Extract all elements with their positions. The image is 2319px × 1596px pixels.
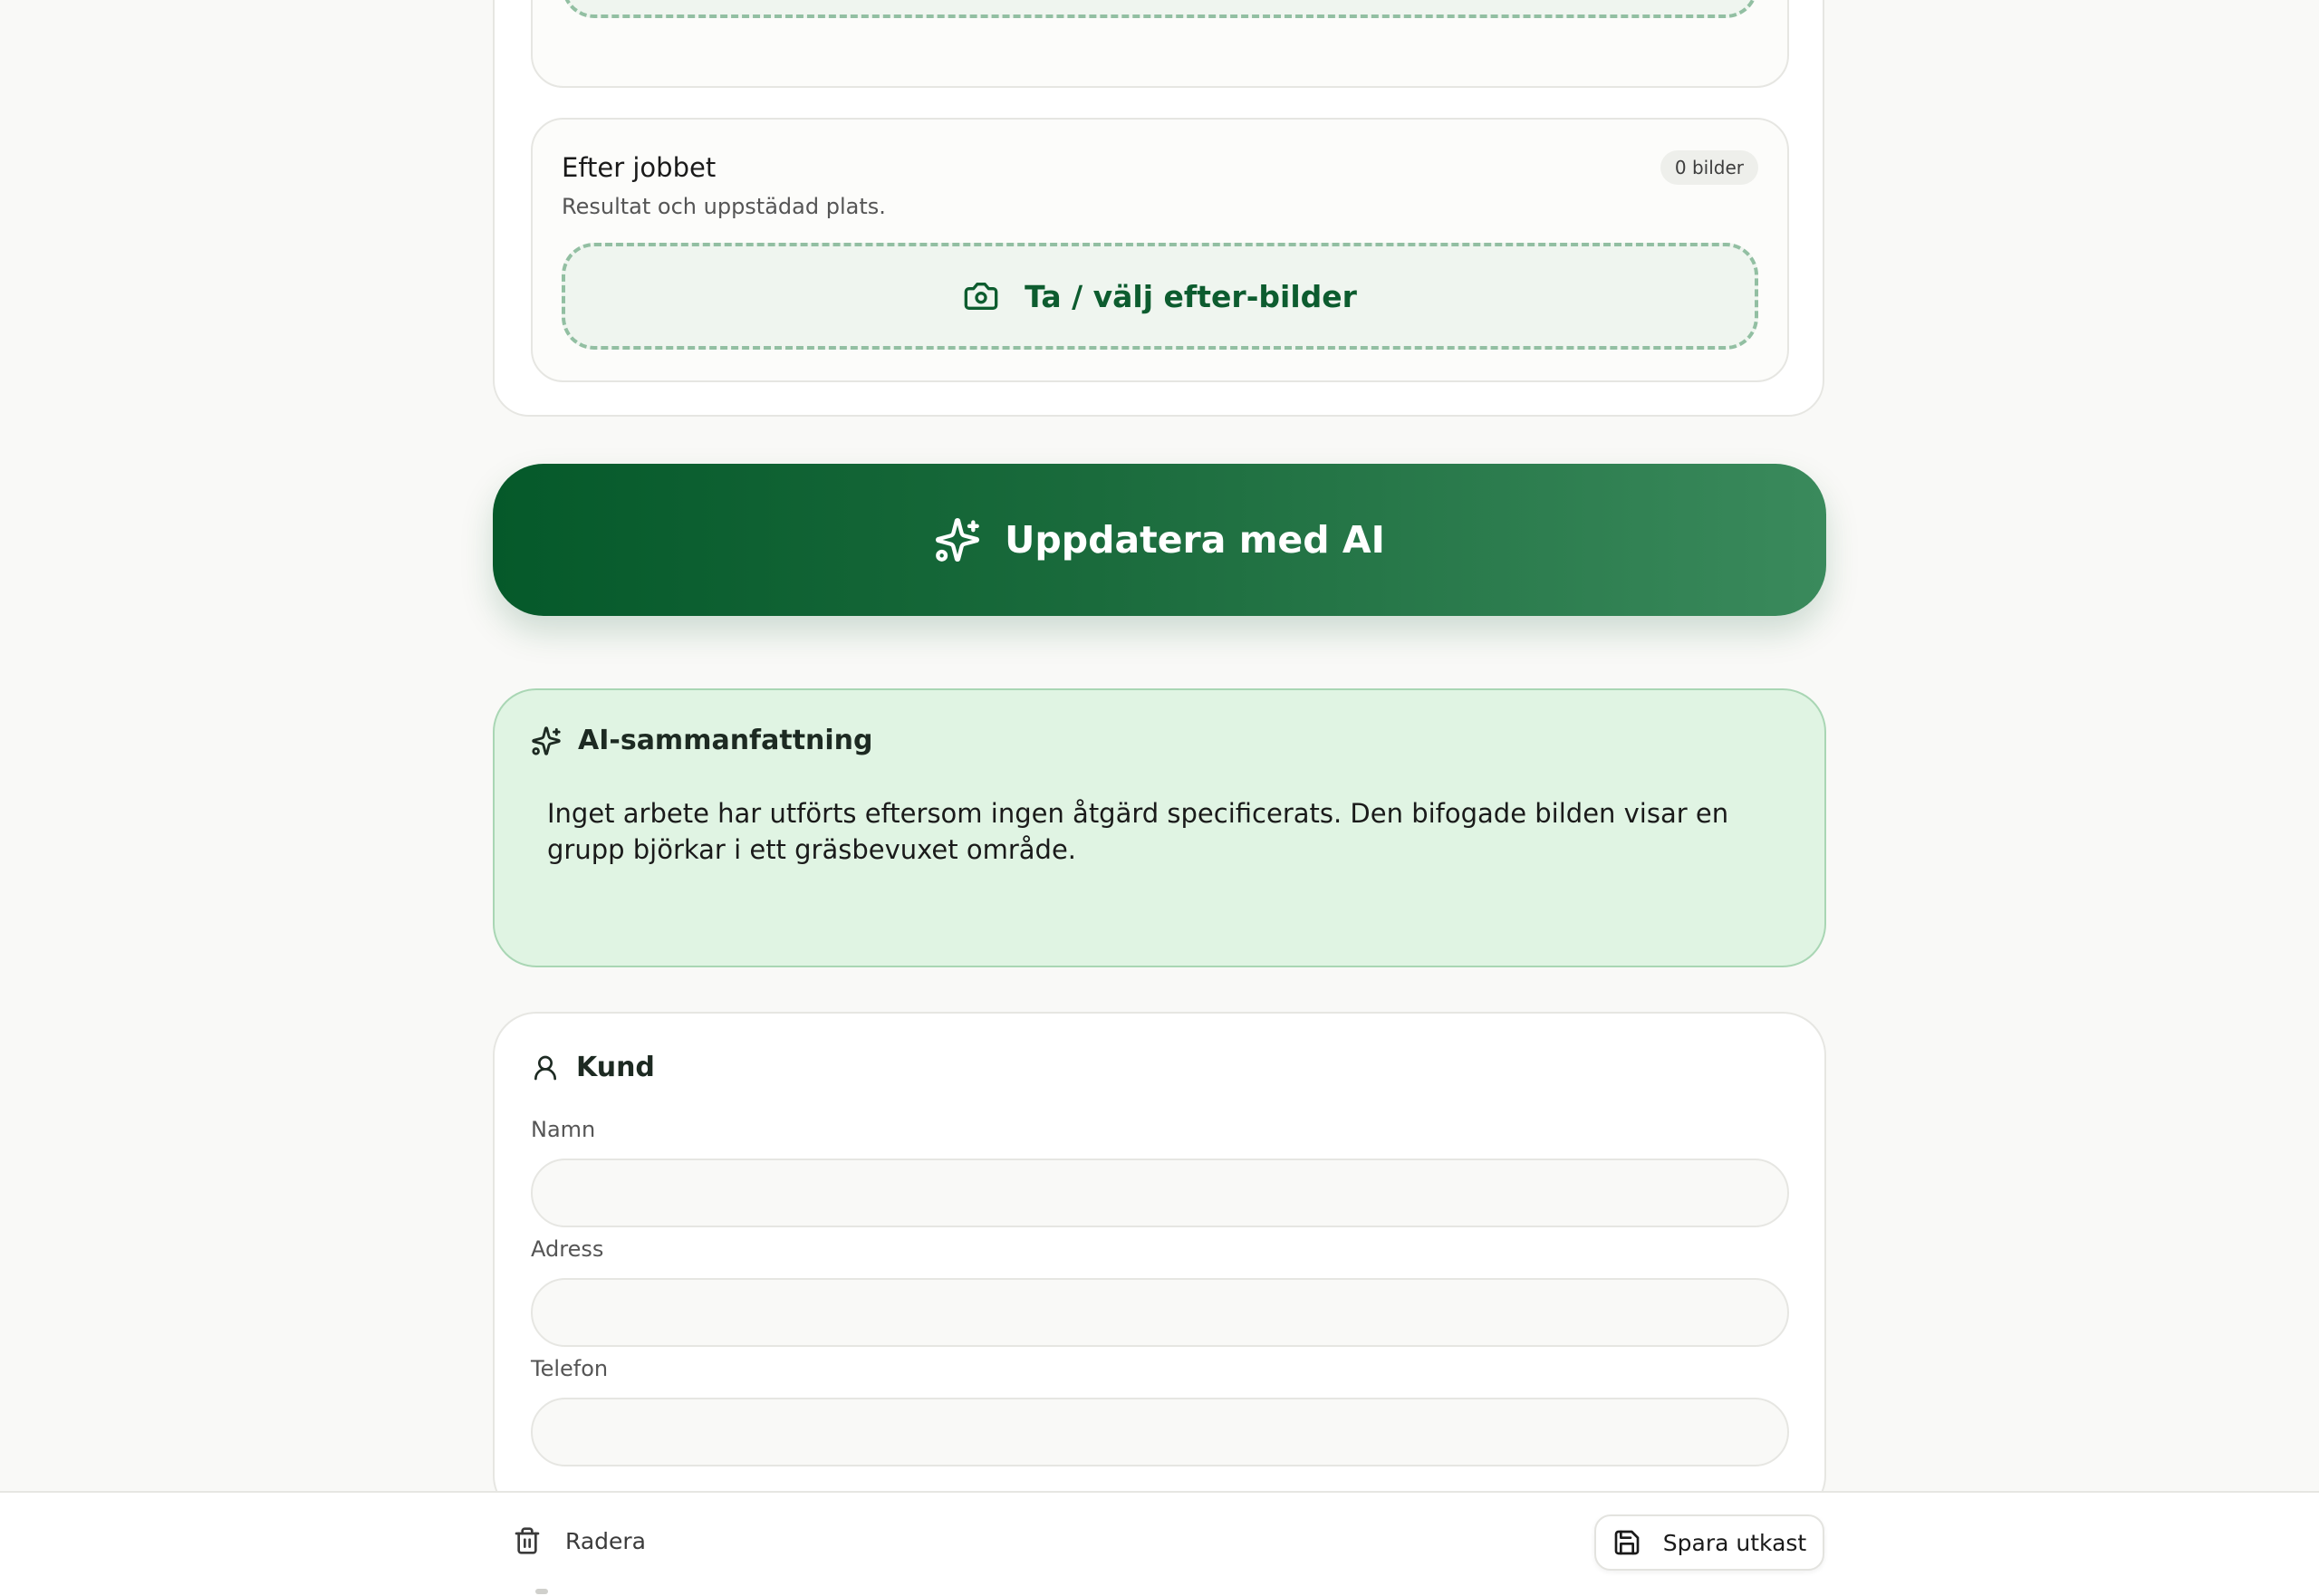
delete-label: Radera xyxy=(565,1527,646,1554)
photo-count-badge: 0 bilder xyxy=(1660,150,1758,185)
efter-photos-card xyxy=(531,118,1789,382)
ai-summary-text: Inget arbete har utförts eftersom ingen åtgärd specificerats. Den bifogade bilden visar en grupp björkar i ett gräsbevuxet område. xyxy=(547,798,1729,865)
customer-title: Kund xyxy=(576,1052,655,1083)
save-draft-label: Spara utkast xyxy=(1662,1529,1807,1556)
sparkles-icon xyxy=(531,726,562,756)
upload-efter-photos-label: Ta / välj efter-bilder xyxy=(1025,278,1357,314)
save-icon xyxy=(1612,1528,1641,1557)
name-input[interactable] xyxy=(531,1159,1789,1227)
upload-efter-photos-button[interactable] xyxy=(562,243,1758,350)
customer-header xyxy=(531,1052,655,1083)
save-draft-button[interactable] xyxy=(1594,1514,1824,1571)
camera-icon xyxy=(963,278,999,314)
sparkles-icon xyxy=(934,516,981,563)
efter-photos-title: Efter jobbet xyxy=(562,152,717,183)
ai-summary-card xyxy=(493,688,1826,967)
ai-summary-header xyxy=(531,725,873,756)
address-label: Adress xyxy=(531,1236,604,1262)
customer-card xyxy=(493,1012,1826,1519)
efter-photos-description: Resultat och uppstädad plats. xyxy=(562,194,886,219)
user-icon xyxy=(531,1053,560,1082)
update-with-ai-label: Uppdatera med AI xyxy=(1005,518,1385,562)
delete-button[interactable] xyxy=(513,1518,646,1563)
address-input[interactable] xyxy=(531,1278,1789,1347)
under-photos-card xyxy=(531,0,1789,88)
upload-under-photos-button[interactable] xyxy=(562,0,1758,18)
phone-label: Telefon xyxy=(531,1356,609,1381)
phone-input[interactable] xyxy=(531,1398,1789,1466)
update-with-ai-button[interactable] xyxy=(493,464,1826,616)
name-label: Namn xyxy=(531,1117,596,1142)
bottom-action-bar xyxy=(0,1491,2319,1596)
scroll-hint xyxy=(535,1589,548,1594)
ai-summary-title: AI-sammanfattning xyxy=(578,725,873,756)
trash-icon xyxy=(513,1526,542,1555)
